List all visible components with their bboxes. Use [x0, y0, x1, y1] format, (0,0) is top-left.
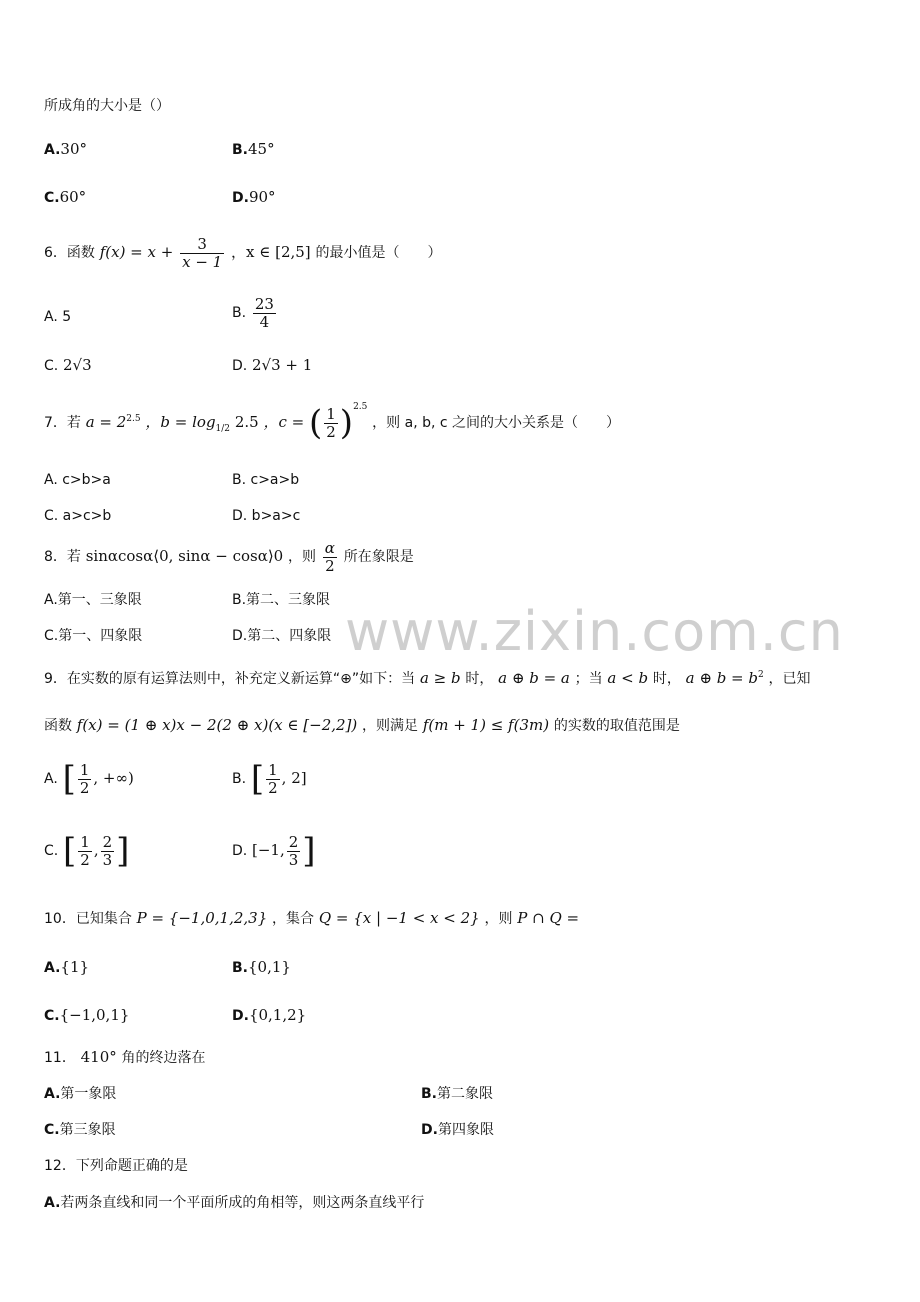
option-value: {1}: [60, 958, 90, 976]
q9-c-fraction-2: [101, 834, 115, 868]
q6-number: 6．函数: [44, 245, 95, 261]
q9-option-c[interactable]: C. [ $\frac{1}{2}$ , $\frac{2}{3}$ ]: [44, 831, 130, 871]
q8-expression: sinαcosα⟨0, sinα − cosα⟩0: [85, 547, 284, 565]
q8-option-b[interactable]: B.第二、三象限: [232, 592, 331, 608]
numerator: 2: [102, 833, 113, 851]
option-value: , 2]: [281, 769, 307, 787]
q9-text4: ，已知: [768, 671, 811, 687]
option-value: 第一象限: [60, 1086, 117, 1102]
watermark: www.zixin.com.cn: [345, 600, 844, 663]
q5-option-a[interactable]: [44, 142, 87, 157]
q9-cond2: a ⊕ b = a: [498, 669, 570, 687]
q11-tail: 角的终边落在: [121, 1050, 206, 1066]
option-value: {−1,0,1}: [59, 1006, 130, 1024]
numerator: α: [324, 539, 335, 557]
option-label: C.: [44, 843, 59, 859]
q9-condition: f(m + 1) ≤ f(3m): [422, 716, 550, 734]
q9-function: f(x) = (1 ⊕ x)x − 2(2 ⊕ x)(x ∈ [−2,2]): [76, 716, 358, 734]
q11-option-a[interactable]: [44, 1087, 116, 1101]
option-label: A.: [44, 771, 58, 787]
option-label: A.: [44, 142, 61, 158]
q6-option-a[interactable]: A. 5: [44, 309, 72, 325]
left-bracket: [: [62, 759, 76, 799]
q11-option-d[interactable]: [421, 1123, 494, 1137]
option-label: D.: [232, 1008, 249, 1024]
q10-mid: ，集合: [272, 911, 315, 927]
option-value: 45°: [248, 140, 275, 158]
q10-set-p: P = {−1,0,1,2,3}: [136, 909, 268, 927]
denominator: 2: [80, 850, 90, 869]
option-value: 30°: [60, 140, 88, 158]
option-label: D.: [232, 190, 249, 206]
q7-option-c[interactable]: C. a>c>b: [44, 508, 112, 524]
q7-a-expr: a = 2: [85, 413, 127, 431]
q9-exponent: 2: [758, 670, 764, 680]
option-value: 第四象限: [437, 1122, 494, 1138]
left-bracket: [: [63, 831, 77, 871]
q5-option-d[interactable]: [232, 190, 276, 205]
q9-line2: [44, 718, 680, 733]
q7-number: 7．若: [44, 415, 81, 431]
numerator: 1: [268, 761, 278, 779]
q10-tail-expr: P ∩ Q =: [517, 909, 580, 927]
q6-function: f(x) = x +: [99, 243, 174, 261]
q7-option-b[interactable]: B. c>a>b: [232, 472, 300, 488]
q9-b-fraction: [266, 762, 280, 796]
q9-d-fraction: [287, 834, 301, 868]
q8-mid: ，则: [288, 549, 317, 565]
q10-tail-text: ，则: [484, 911, 513, 927]
q8-tail: 所在象限是: [343, 549, 414, 565]
denominator: x − 1: [182, 252, 223, 271]
option-value: 2√3: [63, 356, 92, 374]
option-label: B.: [232, 305, 247, 321]
option-value: 90°: [248, 188, 276, 206]
option-label: A.: [44, 960, 61, 976]
option-label: B.: [232, 142, 248, 158]
q6-option-c[interactable]: [44, 358, 92, 373]
option-value: {0,1}: [248, 958, 291, 976]
q8-option-c[interactable]: C.第一、四象限: [44, 628, 143, 644]
q5-option-b[interactable]: [232, 142, 275, 157]
left-bracket: [: [250, 759, 265, 799]
q10-option-b[interactable]: [232, 960, 291, 975]
option-label: A.: [44, 1086, 61, 1102]
q7-b-expr: ，b = log: [145, 413, 216, 431]
q11-angle: 410°: [80, 1048, 117, 1066]
numerator: 3: [197, 235, 207, 253]
option-value: 若两条直线和同一个平面所成的角相等，则这两条直线平行: [60, 1195, 425, 1211]
q11-number: 11．: [44, 1050, 76, 1066]
q9-line1: [44, 671, 811, 686]
q7-stem: [44, 402, 621, 443]
q5-option-c[interactable]: [44, 190, 86, 205]
q12-option-a[interactable]: [44, 1196, 424, 1210]
q9-head: 函数: [44, 718, 72, 734]
q8-stem: [44, 540, 414, 574]
q8-option-a[interactable]: A.第一、三象限: [44, 592, 142, 608]
q5-stem-tail: 所成角的大小是（）: [44, 98, 170, 114]
q9-mid: ，则满足: [362, 718, 419, 734]
q9-cond1: a ≥ b: [419, 669, 461, 687]
option-label: C.: [44, 1122, 60, 1138]
q8-number: 8．若: [44, 549, 81, 565]
q7-c-exponent: 2.5: [353, 402, 368, 412]
q10-option-c[interactable]: [44, 1008, 129, 1023]
denominator: 3: [102, 850, 113, 869]
q10-option-a[interactable]: [44, 960, 89, 975]
option-value: {0,1,2}: [248, 1006, 307, 1024]
q9-option-a[interactable]: [44, 759, 134, 799]
q9-cond3: a < b: [607, 669, 649, 687]
q10-stem: [44, 911, 579, 926]
denominator: 2: [323, 557, 337, 575]
q7-b-arg: 2.5: [234, 413, 259, 431]
left-paren: (: [308, 403, 323, 443]
option-label: D.: [421, 1122, 438, 1138]
q9-option-b[interactable]: [232, 759, 307, 799]
q9-text3: 时，: [652, 671, 681, 687]
q9-c-fraction-1: [78, 834, 92, 868]
q7-b-base: 1/2: [215, 424, 231, 434]
right-bracket: ]: [302, 831, 316, 871]
q9-a-fraction: [78, 762, 92, 796]
q6-b-fraction: [253, 296, 276, 330]
q9-number: 9．在实数的原有运算法则中，补充定义新运算“⊕”如下：当: [44, 671, 416, 687]
option-label: B.: [232, 771, 247, 787]
numerator: 23: [254, 295, 274, 313]
denominator: 3: [288, 850, 299, 869]
q10-option-d[interactable]: [232, 1008, 306, 1023]
option-label: B.: [232, 960, 248, 976]
denominator: 2: [268, 778, 278, 797]
option-label: A.: [44, 1195, 61, 1211]
q6-fraction: [180, 236, 224, 270]
option-value: 第三象限: [59, 1122, 116, 1138]
q7-c-expr: ，c =: [263, 413, 305, 431]
q8-fraction: [323, 540, 337, 574]
option-label: C.: [44, 1008, 60, 1024]
option-value: 第二象限: [437, 1086, 493, 1102]
option-label: C.: [44, 358, 59, 374]
q6-option-b[interactable]: [232, 296, 278, 330]
option-value: 60°: [59, 188, 87, 206]
option-value: 2√3 + 1: [252, 356, 313, 374]
q9-option-d[interactable]: [232, 831, 316, 871]
q9-text1: 时，: [465, 671, 494, 687]
q7-option-a[interactable]: A. c>b>a: [44, 472, 111, 488]
q12-stem: 12．下列命题正确的是: [44, 1158, 188, 1174]
q9-text2: ；当: [574, 671, 603, 687]
q11-option-b[interactable]: [421, 1087, 493, 1101]
denominator: 2: [79, 778, 90, 797]
q11-option-c[interactable]: [44, 1123, 116, 1137]
option-label: C.: [44, 190, 60, 206]
option-label: B.: [421, 1086, 437, 1102]
q6-option-d[interactable]: [232, 358, 312, 373]
numerator: 1: [79, 761, 90, 779]
q6-domain: ，x ∈ [2,5]: [231, 243, 311, 261]
q8-option-d[interactable]: D.第二、四象限: [232, 628, 332, 644]
option-label: D.: [232, 358, 248, 374]
right-bracket: ]: [116, 831, 130, 871]
option-value: [−1,: [252, 841, 285, 859]
numerator: 2: [288, 833, 299, 851]
q7-a-exponent: 2.5: [126, 414, 141, 424]
q6-tail: 的最小值是（ ）: [315, 245, 442, 261]
q7-tail: ，则 a, b, c 之间的大小关系是（ ）: [372, 415, 621, 431]
q6-stem: [44, 236, 441, 270]
q7-option-d[interactable]: D. b>a>c: [232, 508, 301, 524]
option-value: , +∞): [93, 769, 134, 787]
right-paren: ): [339, 403, 354, 443]
q9-tail: 的实数的取值范围是: [553, 718, 680, 734]
numerator: 1: [326, 405, 336, 423]
q10-set-q: Q = {x | −1 < x < 2}: [318, 909, 480, 927]
q10-number: 10．已知集合: [44, 911, 132, 927]
q11-stem: [44, 1050, 206, 1065]
denominator: 2: [326, 422, 336, 441]
q9-cond4: a ⊕ b = b: [685, 669, 758, 687]
option-label: D.: [232, 843, 248, 859]
q7-c-fraction: [324, 406, 338, 440]
numerator: 1: [80, 833, 90, 851]
denominator: 4: [253, 313, 276, 331]
